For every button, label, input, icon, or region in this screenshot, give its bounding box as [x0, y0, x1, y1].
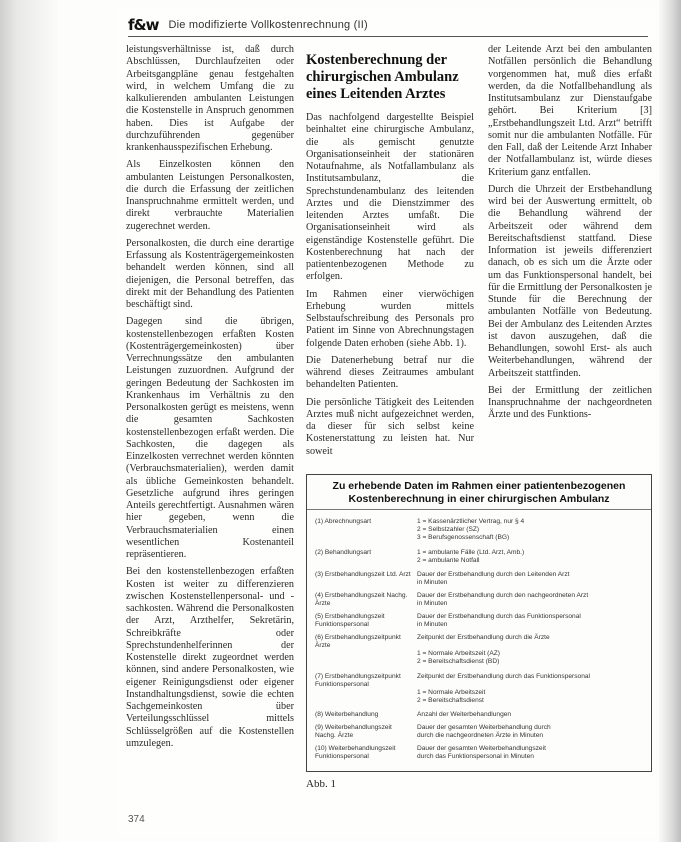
scan-shadow-left: [0, 0, 58, 842]
figure-caption: Abb. 1: [306, 778, 336, 790]
table-cell-criterion: (5) Erstbehandlungszeit Funktionspersonal: [315, 613, 385, 628]
paragraph: Personalkosten, die durch eine derartige Erfassung als Kostenträgergemeinkosten behandelt werden können, sind all diejenigen, die Personal betreffen, das direkt mit der Behandlung des Patienten beschäftigt sind.: [126, 237, 294, 310]
data-table-box: [306, 474, 652, 772]
table-title-line: Kostenberechnung in einer chirurgischen Ambulanz: [348, 492, 610, 505]
table-description-line: Dauer der gesamten Weiterbehandlungszeit: [417, 745, 546, 752]
running-header-title: Die modifizierte Vollkostenrechnung (II): [168, 19, 368, 31]
table-row: [307, 571, 651, 587]
table-description-line: durch das Funktionspersonal in Minuten: [417, 753, 534, 760]
table-cell-description: [413, 673, 651, 705]
paragraph: Als Einzelkosten können den ambulanten Leistungen Personalkosten, die durch die Erfassung der zeitlichen Inanspruchnahme ermittelt werden, und direkt verbrauchte Materialien zugerechnet werden.: [126, 159, 294, 232]
table-cell-criterion: (3) Erstbehandlungszeit Ltd. Arzt: [315, 571, 411, 578]
table-description-line: 1 = Normale Arbeitszeit: [417, 689, 486, 696]
running-header: [128, 14, 648, 37]
table-description-line: Dauer der Erstbehandlung durch das Funktionspersonal: [417, 613, 581, 620]
table-cell-criterion: (1) Abrechnungsart: [315, 518, 372, 525]
table-description-line: 1 = Normale Arbeitszeit (AZ): [417, 650, 500, 657]
table-description-line: in Minuten: [417, 579, 448, 586]
table-row: [307, 634, 651, 666]
table-title: [307, 475, 651, 510]
table-description-line: 2 = Selbstzahler (SZ): [417, 526, 480, 533]
paragraph: leistungsverhältnisse ist, daß durch Abschlüssen, Durchlaufzeiten oder Arbeitsgangpläne genau festgehalten wird, in welchem Umfang die zu kalkulierenden ambulanten Leistungen die Kostenstelle in Anspruch genommen haben. Dies ist Aufgabe der durchzuführenden gegenüber krankenhausspezifischen Erhebung.: [126, 44, 294, 153]
text-column-1: [126, 44, 294, 804]
table-row: [307, 518, 651, 542]
table-cell-criterion: (10) Weiterbehandlungszeit Funktionspersonal: [315, 745, 396, 760]
table-description-line: in Minuten: [417, 621, 448, 628]
paragraph: Dagegen sind die übrigen, kostenstellenbezogen erfaßten Kosten (Kostenträgergemeinkosten) über Verrechnungssätze den ambulanten Leistungen zuzuordnen. Aufgrund der geringen Bedeutung der Sachkosten im Krankenhaus im Verhältnis zu den Personalkosten gerügt es meistens, wenn die gesamten Sachkosten kostenstellenbezogen erfaßt werden. Die Sachkosten, die dagegen als Einzelkosten verrechnet werden könnten (Verbrauchsmaterialien), werden damit als übliche Gemeinkosten behandelt. Gesetzliche aufgrund ihres geringen Anteils gerechtfertigt. Ausnahmen wären hier gegeben, wenn die Verbrauchsmaterialien einen wesentlichen Kostenanteil repräsentieren.: [126, 316, 294, 560]
paragraph: Durch die Uhrzeit der Erstbehandlung wird bei der Auswertung ermittelt, ob die Behandlung während der Arbeitszeit oder während dem Bereitschaftsdienst stattfand. Diese Information ist jeweils differenziert danach, ob es sich um die Ärzte oder um das Funktionspersonal handelt, bei für die Ermittlung der Personalkosten je Stunde für die Berechnung der ambulanten Notfälle von Bedeutung. Bei der Ambulanz des Leitenden Arztes ist davon auszugehen, daß die Behandlungen, sowohl Erst- als auch Weiterbehandlungen, während der Arbeitszeit stattfinden.: [488, 183, 652, 379]
table-cell-description: [413, 571, 651, 587]
paragraph: Das nachfolgend dargestellte Beispiel beinhaltet eine chirurgische Ambulanz, die als gemischt genutzte Organisationseinheit der stationären Notaufnahme, als Notfallambulanz als Institutsambulanz, die Sprechstundenambulanz des leitenden Arztes und die Dienstzimmer des leitenden Arztes umfaßt. Die Organisationseinheit wird als eigenständige Kostenstelle geführt. Die Kostenberechnung hat nach der patientenbezogenen Methode zu erfolgen.: [306, 112, 474, 283]
table-cell-description: [413, 634, 651, 666]
paragraph: Im Rahmen einer vierwöchigen Erhebung wurden mittels Selbstaufschreibung des Personals pro Patient im Sinne von Abrechnungstagen folgende Daten erhoben (siehe Abb. 1).: [306, 288, 474, 349]
table-description-line: Anzahl der Weiterbehandlungen: [417, 711, 512, 718]
table-description-line: [417, 681, 645, 689]
table-description-line: Dauer der Erstbehandlung durch den nachgeordneten Arzt: [417, 592, 589, 599]
scan-shadow-right: [659, 0, 681, 842]
table-cell-criterion: (7) Erstbehandlungszeitpunkt Funktionspersonal: [315, 673, 401, 688]
table-description-line: 1 = ambulante Fälle (Ltd. Arzt, Amb.): [417, 549, 525, 556]
table-description-line: 1 = Kassenärztlicher Vertrag, nur § 4: [417, 518, 525, 525]
table-description-line: 2 = Bereitschaftsdienst (BD): [417, 658, 500, 665]
table-cell-criterion: (6) Erstbehandlungszeitpunkt Ärzte: [315, 634, 401, 649]
table-description-line: Dauer der Erstbehandlung durch den Leitenden Arzt: [417, 571, 570, 578]
table-cell-criterion: (8) Weiterbehandlung: [315, 711, 379, 718]
table-cell-description: [413, 724, 651, 740]
table-cell-description: [413, 518, 651, 542]
table-description-line: 3 = Berufsgenossenschaft (BG): [417, 534, 510, 541]
table-row: [307, 673, 651, 705]
page-number: 374: [128, 814, 145, 825]
article-section-title: Kostenberechnung der chirurgischen Ambulanz eines Leitenden Arztes: [306, 52, 459, 102]
table-row: [307, 613, 651, 629]
table-cell-description: [413, 613, 651, 629]
table-description-line: Dauer der gesamten Weiterbehandlung durch: [417, 724, 551, 731]
table-title-line: Zu erhebende Daten im Rahmen einer patientenbezogenen: [332, 480, 626, 492]
table-description-line: Zeitpunkt der Erstbehandlung durch das Funktionspersonal: [417, 673, 591, 680]
text-column-2: [306, 44, 474, 464]
table-description-line: Zeitpunkt der Erstbehandlung durch die Ärzte: [417, 634, 550, 641]
table-row: [307, 745, 651, 761]
table-cell-description: [413, 711, 651, 719]
table-cell-criterion: (9) Weiterbehandlungszeit Nachg. Ärzte: [315, 724, 392, 739]
table-cell-description: [413, 745, 651, 761]
table-cell-criterion: (2) Behandlungsart: [315, 549, 372, 556]
table-description-line: 2 = ambulante Notfall: [417, 557, 480, 564]
table-description-line: [417, 642, 645, 650]
table-row: [307, 592, 651, 608]
table-row: [307, 711, 651, 719]
paragraph: Die persönliche Tätigkeit des Leitenden Arztes muß nicht aufgezeichnet werden, da dieser für sich selbst keine Kostenerstattung zu leisten hat. Nur soweit: [306, 396, 474, 457]
table-cell-criterion: (4) Erstbehandlungszeit Nachg. Ärzte: [315, 592, 408, 607]
paragraph: Bei der Ermittlung der zeitlichen Inanspruchnahme der nachgeordneten Ärzte und des Funktions-: [488, 384, 652, 421]
table-cell-description: [413, 549, 651, 565]
table-description-line: durch die nachgeordneten Ärzte in Minuten: [417, 732, 544, 739]
paragraph: Die Datenerhebung betraf nur die während dieses Zeitraumes ambulant behandelten Patienten.: [306, 354, 474, 391]
table-row: [307, 549, 651, 565]
paragraph: der Leitende Arzt bei den ambulanten Notfällen persönlich die Behandlung vorgenommen hat, muß dies erfaßt werden, da die Notfallbehandlung als Institutsambulanz zur Dienstaufgabe gehört. Bei Kriterium [3] „Erstbehandlungszeit Ltd. Arzt“ betrifft somit nur die ambulanten Notfälle. Für den Fall, daß der Leitende Arzt Inhaber der Notfallambulanz ist, würde dieses Kriterium ganz entfallen.: [488, 44, 652, 178]
table-cell-description: [413, 592, 651, 608]
table-description-line: in Minuten: [417, 600, 448, 607]
table-body: [307, 518, 651, 761]
table-row: [307, 724, 651, 740]
journal-logo: f&w: [128, 16, 159, 34]
table-description-line: 2 = Bereitschaftsdienst: [417, 697, 484, 704]
document-page: [118, 8, 656, 838]
text-column-3: [488, 44, 652, 464]
paragraph: Bei den kostenstellenbezogen erfaßten Kosten ist weiter zu differenzieren zwischen Kostenstellenpersonal- und -sachkosten. Während die Personalkosten der Arzt, Arzthelfer, Sekretärin, Schreibkräfte oder Sprechstundenhelferinnen der Kostenstelle direkt zugeordnet werden können, sind andere Personalkosten, wie eigener Reinigungsdienst oder eigener Instandhaltungsdienst, sowie die echten Sachgemeinkosten über Verteilungsschlüssel mittels Schlüsselgrößen auf die Kostenstellen umzulegen.: [126, 566, 294, 749]
